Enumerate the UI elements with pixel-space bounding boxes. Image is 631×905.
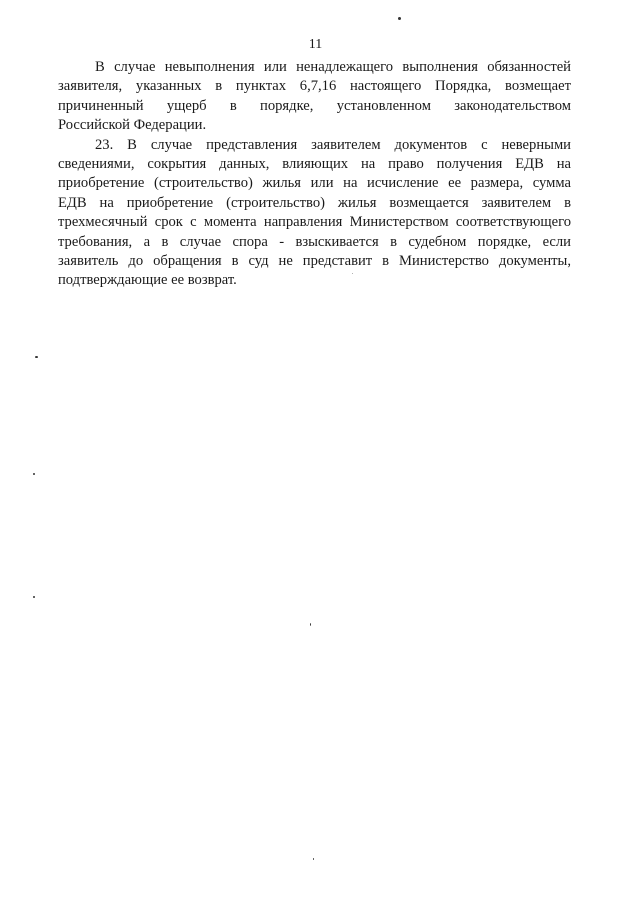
- paragraph-line: подтверждающие ее возврат.: [58, 272, 237, 289]
- scan-speck: [33, 596, 35, 598]
- paragraph-line: Российской Федерации.: [58, 117, 207, 134]
- paragraph-1: [58, 58, 571, 136]
- scan-speck: [35, 356, 38, 358]
- paragraph-line: трехмесячный срок с момента направления Министерством соответствующего: [58, 214, 571, 231]
- paragraph-2: [58, 136, 571, 291]
- page-number: 11: [308, 37, 323, 52]
- scan-speck: [352, 273, 353, 274]
- paragraph-line: заявитель до обращения в суд не представит в Министерство документы,: [58, 252, 571, 269]
- paragraph-line: 23. В случае представления заявителем документов с неверными: [95, 136, 571, 153]
- paragraph-line: В случае невыполнения или ненадлежащего выполнения обязанностей: [95, 59, 571, 75]
- paragraph-line: приобретение (строительство) жилья или на исчисление ее размера, сумма: [58, 175, 571, 192]
- paragraph-line: причиненный ущерб в порядке, установленном законодательством: [58, 97, 571, 114]
- document-body: [58, 58, 571, 291]
- scan-speck: [313, 858, 314, 860]
- paragraph-line: ЕДВ на приобретение (строительство) жилья возмещается заявителем в: [58, 194, 571, 211]
- paragraph-line: заявителя, указанных в пунктах 6,7,16 настоящего Порядка, возмещает: [58, 78, 571, 95]
- scan-speck: [310, 623, 311, 626]
- scan-speck: [398, 17, 401, 20]
- paragraph-line: сведениями, сокрытия данных, влияющих на право получения ЕДВ на: [58, 155, 571, 172]
- paragraph-line: требования, а в случае спора - взыскивается в судебном порядке, если: [58, 233, 571, 250]
- scan-speck: [33, 473, 35, 475]
